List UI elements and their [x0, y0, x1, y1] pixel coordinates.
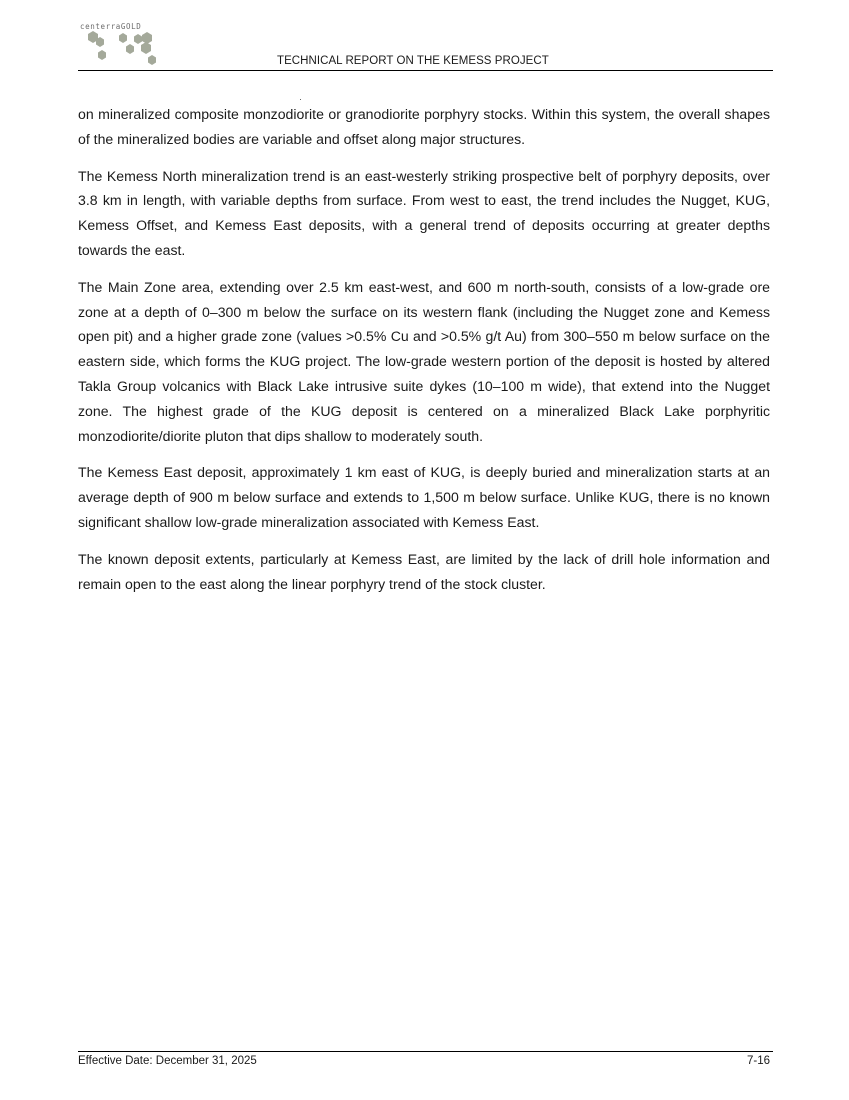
report-body	[78, 102, 770, 608]
paragraph: The Kemess East deposit, approximately 1 km east of KUG, is deeply buried and mineralization starts at an average depth of 900 m below surface and extends to 1,500 m below surface. Unlike KUG, there is no known significant shallow low-grade mineralization associated with Kemess East.	[78, 464, 770, 530]
effective-date: Effective Date: December 31, 2025	[78, 1055, 257, 1067]
logo-wordmark: centerraGOLD	[80, 22, 142, 31]
paragraph: The Kemess North mineralization trend is an east-westerly striking prospective belt of porphyry deposits, over 3.8 km in length, with variable depths from surface. From west to east, the trend includes the Nugget, KUG, Kemess Offset, and Kemess East deposits, with a general trend of deposits occurring at greater depths towards the east.	[78, 167, 770, 258]
scan-speck	[300, 99, 301, 100]
hexagon-cluster-icon	[80, 30, 170, 68]
report-title: TECHNICAL REPORT ON THE KEMESS PROJECT	[277, 55, 549, 67]
company-logo	[80, 22, 170, 68]
header-divider	[78, 70, 773, 71]
paragraph: The Main Zone area, extending over 2.5 km east-west, and 600 m north-south, consists of a low-grade ore zone at a depth of 0–300 m below the surface on its western flank (including the Nugget zone and Kemess open pit) and a higher grade zone (values >0.5% Cu and >0.5% g/t Au) from 300–550 m below surface on the eastern side, which forms the KUG project. The low-grade western portion of the deposit is hosted by altered Takla Group volcanics with Black Lake intrusive suite dykes (10–100 m wide), that extend into the Nugget zone. The highest grade of the KUG deposit is centered on a mineralized Black Lake porphyritic monzodiorite/diorite pluton that dips shallow to moderately south.	[78, 278, 770, 444]
paragraph: on mineralized composite monzodiorite or granodiorite porphyry stocks. Within this system, the overall shapes of the mineralized bodies are variable and offset along major structures.	[78, 106, 770, 147]
paragraph: The known deposit extents, particularly at Kemess East, are limited by the lack of drill hole information and remain open to the east along the linear porphyry trend of the stock cluster.	[78, 550, 770, 592]
footer-divider	[78, 1051, 773, 1052]
page-number: 7-16	[746, 1055, 770, 1067]
